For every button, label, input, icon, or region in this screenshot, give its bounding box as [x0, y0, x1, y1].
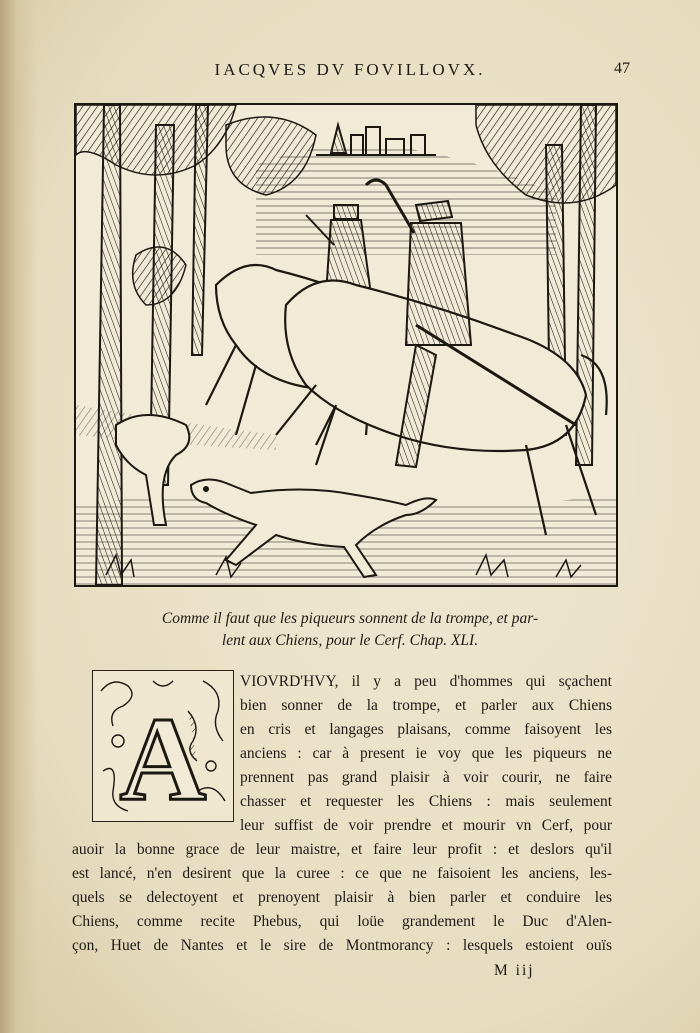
body-line-12: çon, Huet de Nantes et le sire de Montmorancy : lesquels estoient ouïs — [72, 937, 612, 954]
caption-line-2: lent aux Chiens, pour le Cerf. Chap. XLI. — [221, 632, 479, 649]
woodcut-illustration — [74, 103, 618, 587]
body-line-7: leur suffist de voir prendre et mourir vn Cerf, pour — [240, 817, 612, 834]
body-line-6: chasser et requester les Chiens : mais seulement — [240, 793, 612, 810]
body-line-8: auoir la bonne grace de leur maistre, et faire leur profit : et deslors qu'il — [72, 841, 612, 858]
body-line-3: en cris et langages plaisans, comme faisoyent les — [240, 721, 612, 738]
body-line-9: est lancé, n'en desirent que la curee : ce que ne faisoient les anciens, les- — [72, 865, 612, 882]
page-gutter-shadow — [0, 0, 38, 1033]
illustration-caption — [110, 608, 590, 652]
body-line-11: Chiens, comme recite Phebus, qui loüe grandement le Duc d'Alen- — [72, 913, 612, 930]
ornamental-drop-cap — [92, 670, 234, 822]
running-head: IACQVES DV FOVILLOVX. — [214, 60, 486, 79]
body-line-1: VIOVRD'HVY, il y a peu d'hommes qui sçachent — [240, 673, 612, 690]
body-line-2: bien sonner de la trompe, et parler aux Chiens — [240, 697, 612, 714]
body-line-4: anciens : car à present ie voy que les piqueurs ne — [240, 745, 612, 762]
page-number: 47 — [614, 60, 630, 77]
drop-cap-letter: A — [119, 692, 207, 821]
body-line-5: prennent pas grand plaisir à voir courir, ne faire — [240, 769, 612, 786]
signature-mark: M iij — [494, 962, 535, 979]
caption-line-1: Comme il faut que les piqueurs sonnent de la trompe, et par- — [161, 610, 539, 627]
body-line-10: quels se delectoyent et prenoyent plaisir à bien parler et conduire les — [72, 889, 612, 906]
